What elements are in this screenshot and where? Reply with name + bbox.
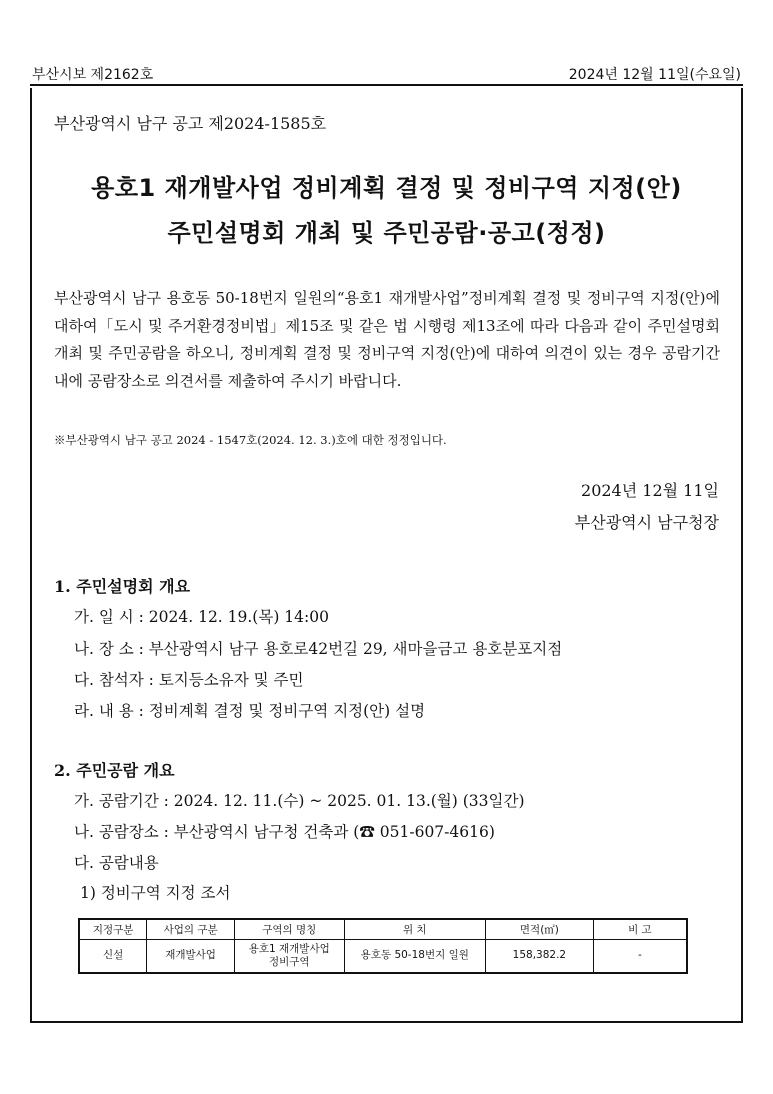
cell-type: 신설 <box>79 939 147 973</box>
cell-area: 158,382.2 <box>486 939 594 973</box>
section-1-item-content: 라. 내 용 : 정비계획 결정 및 정비구역 지정(안) 설명 <box>74 702 426 720</box>
section-2-item-period: 가. 공람기간 : 2024. 12. 11.(수) ~ 2025. 01. 13.(월) (33일간) <box>74 792 525 810</box>
issue-number: 부산시보 제2162호 <box>32 67 154 83</box>
issue-date: 2024년 12월 11일(수요일) <box>568 67 741 83</box>
section-2-item-content: 다. 공람내용 <box>74 854 159 872</box>
section-1-item-date: 가. 일 시 : 2024. 12. 19.(목) 14:00 <box>74 608 329 626</box>
cell-zone-name-line-2: 정비구역 <box>268 955 310 968</box>
section-2-subitem: 1) 정비구역 지정 조서 <box>80 884 231 902</box>
notice-body: 부산광역시 남구 용호동 50-18번지 일원의“용호1 재개발사업”정비계획 결정 및 정비구역 지정(안)에 대하여「도시 및 주거환경정비법」제15조 및 같은 법 시행령 제13조에 따라 다음과 같이 주민설명회 개최 및 주민공람을 하오니, 정비계획 결정 및 정비구역 지정(안)에 대하여 의견이 있는 경우 공람기간 내에 공람장소로 의견서를 제출하여 주시기 바랍니다. <box>54 289 720 390</box>
table-header: 구역의 명칭 <box>234 919 344 939</box>
cell-project: 재개발사업 <box>147 939 235 973</box>
table-header: 비 고 <box>593 919 687 939</box>
correction-note: ※부산광역시 남구 공고 2024 - 1547호(2024. 12. 3.)호에 대한 정정입니다. <box>54 433 447 447</box>
signature-date: 2024년 12월 11일 <box>581 481 719 500</box>
section-1-title: 1. 주민설명회 개요 <box>54 577 191 596</box>
header-divider <box>30 84 743 86</box>
cell-location: 용호동 50-18번지 일원 <box>344 939 485 973</box>
zone-designation-table <box>78 918 688 974</box>
cell-zone-name <box>234 939 344 973</box>
cell-zone-name-line-1: 용호1 재개발사업 <box>248 942 330 955</box>
table-header: 지정구분 <box>79 919 147 939</box>
table-header: 위 치 <box>344 919 485 939</box>
title-line-2: 주민설명회 개최 및 주민공람·공고(정정) <box>167 219 606 247</box>
section-2-item-place: 나. 공람장소 : 부산광역시 남구청 건축과 (☎ 051-607-4616) <box>74 823 495 841</box>
table-header: 사업의 구분 <box>147 919 235 939</box>
notice-number: 부산광역시 남구 공고 제2024-1585호 <box>54 114 327 133</box>
section-1-item-attendees: 다. 참석자 : 토지등소유자 및 주민 <box>74 671 304 689</box>
table-row <box>79 939 687 973</box>
signer: 부산광역시 남구청장 <box>574 513 719 532</box>
section-2-title: 2. 주민공람 개요 <box>54 761 175 780</box>
cell-remark: - <box>593 939 687 973</box>
table-header-row <box>79 919 687 939</box>
title-line-1: 용호1 재개발사업 정비계획 결정 및 정비구역 지정(안) <box>91 174 682 202</box>
section-1-item-place: 나. 장 소 : 부산광역시 남구 용호로42번길 29, 새마을금고 용호분포지점 <box>74 640 563 658</box>
table-header: 면적(㎡) <box>486 919 594 939</box>
